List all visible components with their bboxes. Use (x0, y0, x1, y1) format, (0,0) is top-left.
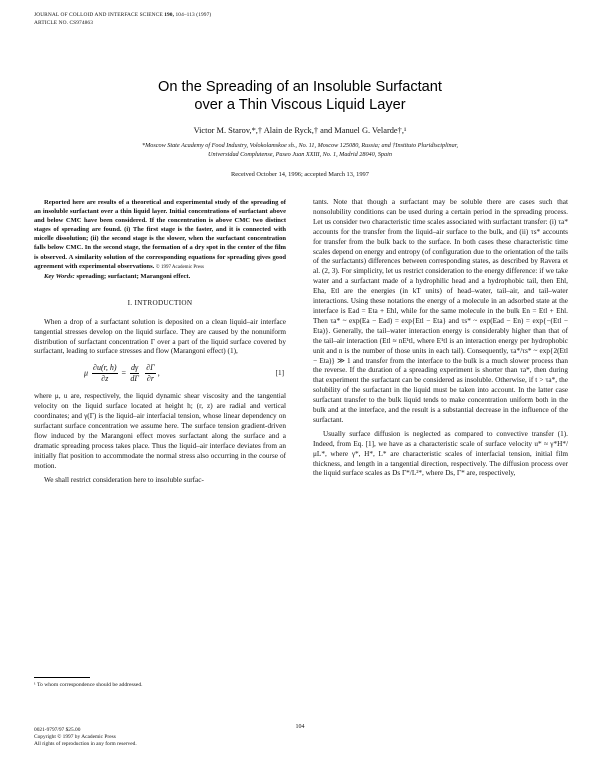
eq-equals: = (121, 368, 127, 378)
copyright-line-3: All rights of reproduction in any form reserved. (34, 741, 137, 747)
copyright-line-2: Copyright © 1997 by Academic Press (34, 734, 116, 740)
keywords-label: Key Words: (44, 272, 75, 280)
section-heading: I. INTRODUCTION (127, 298, 193, 307)
journal-name: JOURNAL OF COLLOID AND INTERFACE SCIENCE (34, 12, 163, 18)
eq-comma: , (157, 368, 160, 378)
title-line-2: over a Thin Viscous Liquid Layer (194, 97, 406, 113)
affiliation-line-2: Universidad Complutense, Paseo Juan XXIII, No. 1, Madrid 28040, Spain (208, 151, 392, 158)
affiliations (60, 141, 540, 159)
paper-title (0, 78, 600, 114)
copyright-line-1: 0021-9797/97 $25.00 (34, 727, 81, 733)
eq-fraction-1: $\frac{\partial u(r, h)}{\partial z}$ (93, 363, 117, 384)
intro-paragraph-1: When a drop of a surfactant solution is deposited on a clean liquid–air interface tangential stresses develop on the liquid surface. They are caused by the nonuniform distribution of surfactant concentration Γ over a part of the liquid surface covered by surfactant, leading to surface stresses and flow (Marangoni effect) (1), (34, 317, 286, 356)
abstract (34, 198, 286, 272)
affiliation-line-1: *Moscow State Academy of Food Industry, Volokolamskoe sh., No. 11, Moscow 125080, Russia; and †Instituto Pluridisciplinar, (142, 142, 458, 149)
right-paragraph-2: Usually surface diffusion is neglected as compared to convective transfer (1). Indeed, from Eq. [1], we have as a characteristic scale of surface velocity u* ≈ γ*H*/μL*, where γ*, H*, L* are characteristic scales of interfacial tension, initial film thickness, and length in a tangential direction, respectively. The diffusion process over the liquid surface scales as Ds Γ*/L²*, where Ds, Γ* are, respectively, (313, 429, 568, 478)
equation-number: [1] (275, 369, 284, 378)
eq-fraction-3: $\frac{\partial\Gamma}{\partial r}$ (146, 363, 155, 384)
right-paragraph-1: tants. Note that though a surfactant may be soluble there are cases such that nonsolubility conditions can be used during a certain period in the spreading process. Let us consider two characteristic time scales associated with surfactant transfer: (i) τa* accounts for the transfer from the liquid–air surface to the bulk, and (ii) τs* accounts for transfer from the bulk back to the surface. In both cases these characteristic time scales depend on energy and entropy (of configuration due to the orientation of the tails of the surfactants) differences between corresponding states, as described by Ravera et al. (2, 3). For simplicity, let us restrict consideration to the energy difference: if we take water and a surfactant made of a hydrophilic head and a hydrophobic tail, then Ehl, Eha, Etl are the energies (in kT units) of head–water, tail–air, and tail–water interactions. Using these notations the energy of a molecule in an adsorbed state at the interface is Ead = Eta + Ehl, while for the same molecule in the bulk En = Etl + Ehl. Then τa* ~ exp(Ea − Ead) = exp{Etl − Eta} and τs* ~ exp(Ead − En) = exp{−(Etl − Eta)}. Generally, the tail–water interaction energy is considerably higher than that of the tail–air interaction (Etl ≈ nE¹tl, where E¹tl is an interaction energy per hydrophobic unit and n is the number of those units in each tail). Consequently, τa*/τs* ~ exp{2(Etl − Eta)} ≫ 1 and transfer from the interface to the bulk is a much slower process than the reverse. If the duration of a spreading experiment is shorter than τa*, then during that experiment the surfactant can be considered as insoluble. Otherwise, if t > τa*, the solubility of the surfactant in the liquid must be taken into account. In the latter case surfactant transfer to the bulk liquid tends to make concentration uniform both in the bulk and at the interface, and the result is a substantial decrease in the influence of the surfactant. (313, 198, 568, 424)
footnote-text: ¹ To whom correspondence should be addressed. (34, 682, 143, 688)
journal-header (34, 11, 211, 27)
eq-mu: μ (84, 368, 89, 378)
journal-volume: 190, (164, 12, 175, 18)
right-column (313, 198, 568, 479)
copyright-block (34, 727, 137, 748)
left-column (34, 198, 286, 486)
abstract-text: Reported here are results of a theoretical and experimental study of the spreading of an insoluble surfactant over a thin liquid layer. Initial concentrations of surfactant above and below CMC have been considered. If the concentration is above CMC two distinct stages of spreading are found. (i) The first stage is the faster, and it is connected with micelle dissolution; (ii) the second stage is the slower, when the surfactant concentration falls below CMC. In the second stage, the formation of a dry spot in the center of the film is observed. A similarity solution of the corresponding equations for spreading gives good agreement with experimental observations. (34, 199, 286, 270)
received-date: Received October 14, 1996; accepted March 13, 1997 (231, 171, 369, 178)
keywords (34, 272, 286, 281)
author-list: Victor M. Starov,*,† Alain de Ryck,† and Manuel G. Velarde†,¹ (193, 126, 407, 135)
equation-expression (84, 363, 160, 384)
equation-1 (34, 361, 286, 387)
intro-paragraph-3: We shall restrict consideration here to insoluble surfac- (44, 475, 204, 484)
footnote-rule (34, 677, 90, 678)
abstract-copyright: © 1997 Academic Press (155, 264, 204, 270)
page-number: 104 (295, 724, 305, 730)
eq-fraction-2: $\frac{d\gamma}{d\Gamma}$ (130, 363, 139, 384)
keywords-values: spreading; surfactant; Marangoni effect. (76, 272, 191, 280)
journal-pages: 104–113 (1997) (175, 12, 212, 18)
article-number: ARTICLE NO. CS974863 (34, 20, 94, 26)
intro-paragraph-2: where μ, u are, respectively, the liquid dynamic shear viscosity and the tangential velocity on the liquid surface located at height h; (r, z) are radial and vertical coordinates; and γ(Γ) is the liquid–air interfacial tension, whose linear dependency on surfactant surface concentration we assume here. The surface tension gradient-driven flow induced by the Marangoni effect moves surfactant along the surface and a dramatic spreading process takes place. Thus the liquid–air interface deviates from an initially flat position to accommodate the normal stress also occurring in the course of motion. (34, 392, 286, 470)
footnote (34, 677, 284, 688)
title-line-1: On the Spreading of an Insoluble Surfactant (158, 79, 442, 95)
